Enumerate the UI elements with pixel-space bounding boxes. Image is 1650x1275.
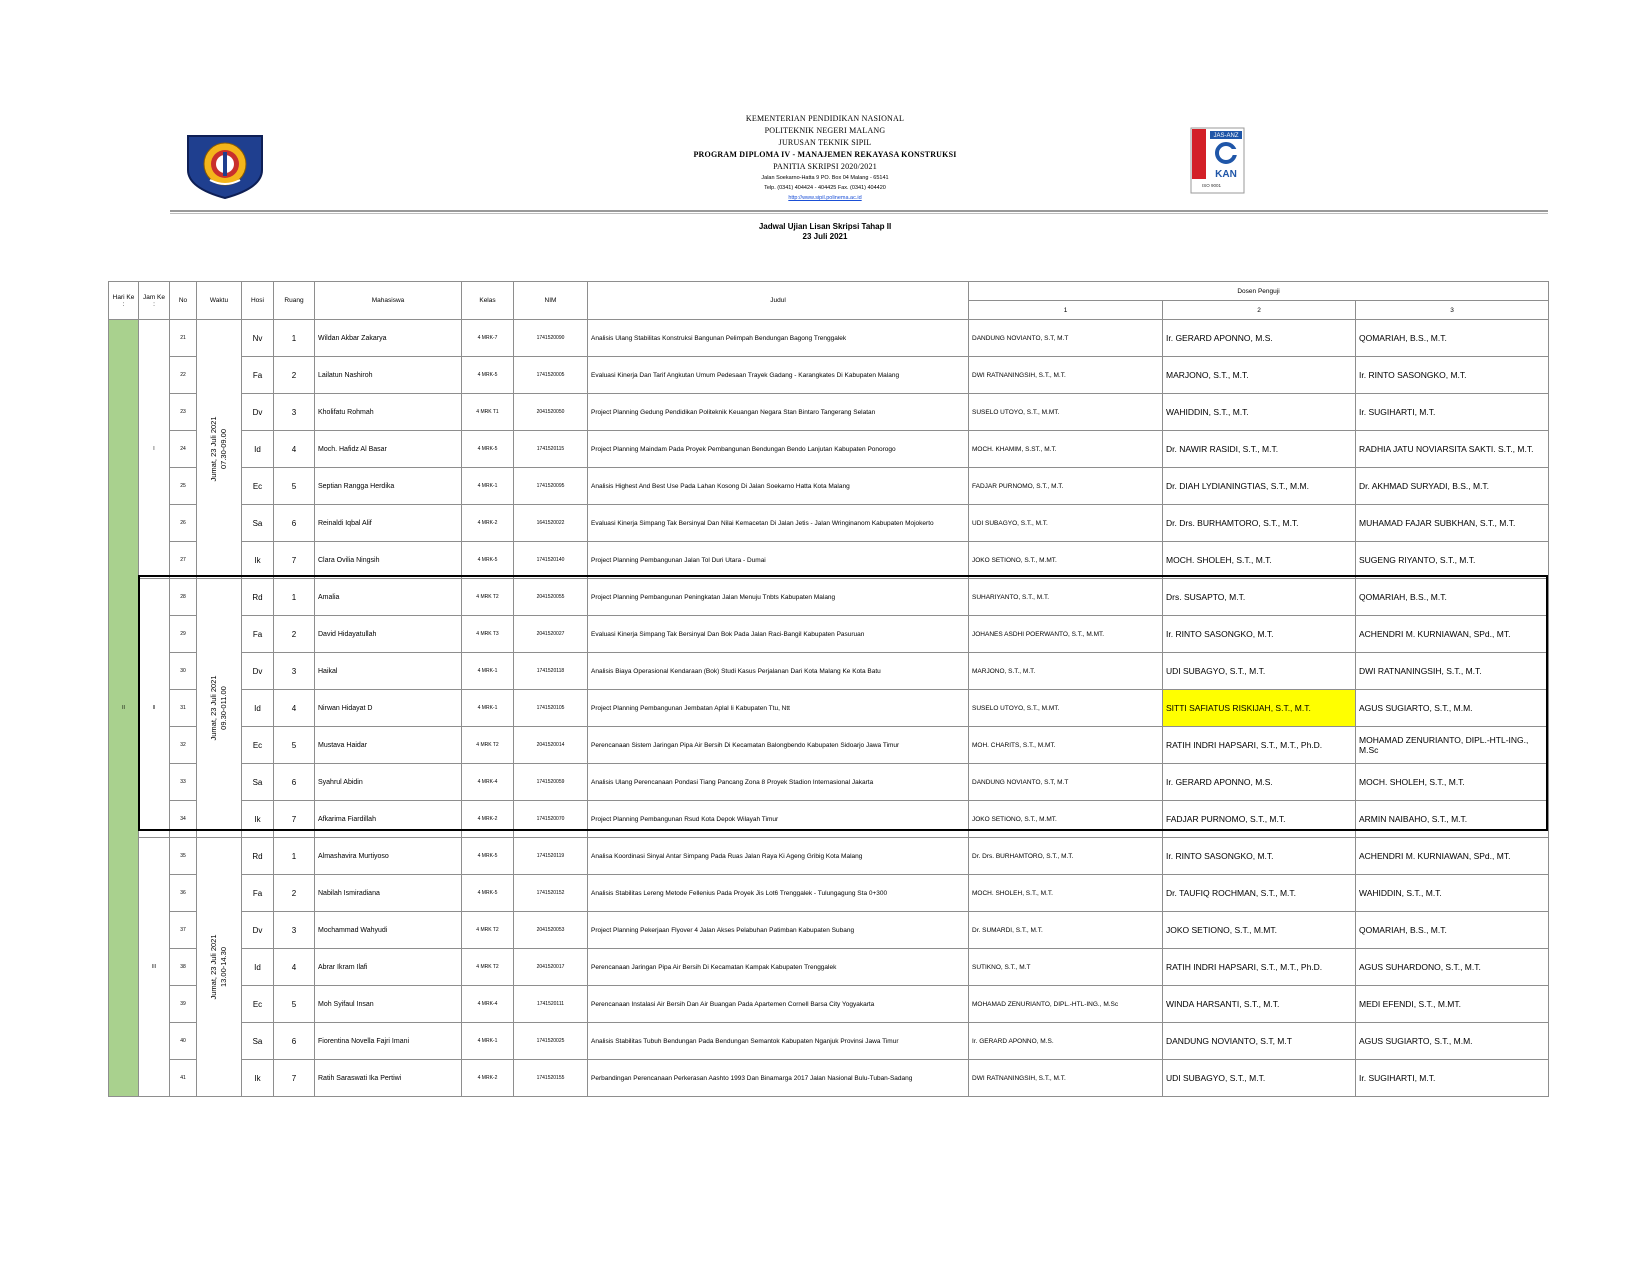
waktu-text — [209, 416, 229, 481]
thesis-title-cell: Analisa Koordinasi Sinyal Antar Simpang Pada Ruas Jalan Raya Ki Ageng Gribig Kota Malang — [588, 838, 969, 875]
kelas-cell: 4 MRK T1 — [462, 394, 514, 431]
header-row — [109, 282, 1549, 301]
examiner-1-cell: Ir. GERARD APONNO, M.S. — [969, 1023, 1163, 1060]
student-name-cell: Nabilah Ismiradiana — [315, 875, 462, 912]
examiner-1-cell: DANDUNG NOVIANTO, S.T, M.T — [969, 764, 1163, 801]
examiner-3-cell: RADHIA JATU NOVIARSITA SAKTI. S.T., M.T. — [1356, 431, 1549, 468]
thesis-title-cell: Evaluasi Kinerja Simpang Tak Bersinyal Dan Bok Pada Jalan Raci-Bangil Kabupaten Pasuruan — [588, 616, 969, 653]
examiner-1-cell: JOKO SETIONO, S.T., M.MT. — [969, 542, 1163, 579]
thesis-title-cell: Perencanaan Jaringan Pipa Air Bersih Di Kecamatan Kampak Kabupaten Trenggalek — [588, 949, 969, 986]
hosi-cell: Sa — [242, 764, 274, 801]
nim-cell: 1741520140 — [514, 542, 588, 579]
thesis-title-cell: Perbandingan Perencanaan Perkerasan Aashto 1993 Dan Binamarga 2017 Jalan Nasional Bulu-Tuban-Sadang — [588, 1060, 969, 1097]
col-header-dosen-1: 1 — [969, 301, 1163, 320]
schedule-title-line-1: Jadwal Ujian Lisan Skripsi Tahap II — [758, 222, 892, 231]
no-cell: 24 — [170, 431, 197, 468]
kelas-cell: 4 MRK T2 — [462, 727, 514, 764]
examiner-1-cell: Dr. SUMARDI, S.T., M.T. — [969, 912, 1163, 949]
ruang-cell: 6 — [274, 505, 315, 542]
examiner-1-cell: Dr. Drs. BURHAMTORO, S.T., M.T. — [969, 838, 1163, 875]
examiner-2-cell: UDI SUBAGYO, S.T., M.T. — [1163, 1060, 1356, 1097]
table-row — [109, 616, 1549, 653]
hari-cell: II — [109, 320, 139, 1097]
student-name-cell: Haikal — [315, 653, 462, 690]
table-row — [109, 431, 1549, 468]
ruang-cell: 5 — [274, 986, 315, 1023]
examiner-3-cell: SUGENG RIYANTO, S.T., M.T. — [1356, 542, 1549, 579]
examiner-2-cell: UDI SUBAGYO, S.T., M.T. — [1163, 653, 1356, 690]
hosi-cell: Id — [242, 690, 274, 727]
hosi-cell: Sa — [242, 505, 274, 542]
col-header-ruang: Ruang — [274, 282, 315, 320]
schedule-title-date: 23 Juli 2021 — [802, 232, 848, 241]
hosi-cell: Ec — [242, 727, 274, 764]
no-cell: 28 — [170, 579, 197, 616]
student-name-cell: Septian Rangga Herdika — [315, 468, 462, 505]
kelas-cell: 4 MRK-1 — [462, 1023, 514, 1060]
no-cell: 33 — [170, 764, 197, 801]
waktu-time: 13.00-14.30 — [219, 946, 228, 988]
examiner-1-cell: MOH. CHARITS, S.T., M.MT. — [969, 727, 1163, 764]
waktu-date: Jumat, 23 Juli 2021 — [209, 416, 218, 482]
col-header-judul: Judul — [588, 282, 969, 320]
examiner-1-cell: SUHARIYANTO, S.T., M.T. — [969, 579, 1163, 616]
hosi-cell: Fa — [242, 616, 274, 653]
examiner-3-cell: Dr. AKHMAD SURYADI, B.S., M.T. — [1356, 468, 1549, 505]
no-cell: 29 — [170, 616, 197, 653]
examiner-3-cell: ARMIN NAIBAHO, S.T., M.T. — [1356, 801, 1549, 838]
jam-cell: III — [139, 838, 170, 1097]
header-line-2: POLITEKNIK NEGERI MALANG — [764, 126, 886, 135]
no-cell: 38 — [170, 949, 197, 986]
hosi-cell: Rd — [242, 579, 274, 616]
table-row — [109, 653, 1549, 690]
examiner-1-cell: JOHANES ASDHI POERWANTO, S.T., M.MT. — [969, 616, 1163, 653]
waktu-time: 09.30-011.00 — [219, 686, 228, 730]
kelas-cell: 4 MRK T3 — [462, 616, 514, 653]
no-cell: 35 — [170, 838, 197, 875]
nim-cell: 2041520027 — [514, 616, 588, 653]
examiner-1-cell: MOCH. KHAMIM, S.ST., M.T. — [969, 431, 1163, 468]
examiner-3-cell: QOMARIAH, B.S., M.T. — [1356, 912, 1549, 949]
student-name-cell: Abrar Ikram Ilafi — [315, 949, 462, 986]
kelas-cell: 4 MRK T2 — [462, 912, 514, 949]
ruang-cell: 7 — [274, 801, 315, 838]
examiner-3-cell: MEDI EFENDI, S.T., M.MT. — [1356, 986, 1549, 1023]
examiner-1-cell: MARJONO, S.T., M.T. — [969, 653, 1163, 690]
kelas-cell: 4 MRK-2 — [462, 1060, 514, 1097]
thesis-title-cell: Project Planning Pembangunan Peningkatan Jalan Menuju Tnbts Kabupaten Malang — [588, 579, 969, 616]
examiner-2-cell: Dr. TAUFIQ ROCHMAN, S.T., M.T. — [1163, 875, 1356, 912]
examiner-2-cell: Dr. NAWIR RASIDI, S.T., M.T. — [1163, 431, 1356, 468]
examiner-2-cell: Ir. GERARD APONNO, M.S. — [1163, 320, 1356, 357]
student-name-cell: Moch. Hafidz Al Basar — [315, 431, 462, 468]
student-name-cell: David Hidayatullah — [315, 616, 462, 653]
table-row — [109, 394, 1549, 431]
col-header-hari: Hari Ke : — [109, 282, 139, 320]
header-divider-thin — [170, 213, 1548, 214]
examiner-1-cell: MOCH. SHOLEH, S.T., M.T. — [969, 875, 1163, 912]
col-header-nim: NIM — [514, 282, 588, 320]
no-cell: 27 — [170, 542, 197, 579]
table-row — [109, 912, 1549, 949]
hosi-cell: Dv — [242, 653, 274, 690]
hosi-cell: Ik — [242, 1060, 274, 1097]
nim-cell: 1741520005 — [514, 357, 588, 394]
no-cell: 21 — [170, 320, 197, 357]
examiner-2-cell: FADJAR PURNOMO, S.T., M.T. — [1163, 801, 1356, 838]
student-name-cell: Almashavira Murtiyoso — [315, 838, 462, 875]
kelas-cell: 4 MRK T2 — [462, 949, 514, 986]
examiner-1-cell: SUSELO UTOYO, S.T., M.MT. — [969, 394, 1163, 431]
ruang-cell: 2 — [274, 616, 315, 653]
col-header-dosen-3: 3 — [1356, 301, 1549, 320]
header-line-1: KEMENTERIAN PENDIDIKAN NASIONAL — [745, 114, 905, 123]
hosi-cell: Ik — [242, 801, 274, 838]
thesis-title-cell: Project Planning Maindam Pada Proyek Pembangunan Bendungan Bendo Lanjutan Kabupaten Ponorogo — [588, 431, 969, 468]
thesis-title-cell: Project Planning Pembangunan Jalan Tol Duri Utara - Dumai — [588, 542, 969, 579]
nim-cell: 2041520053 — [514, 912, 588, 949]
col-header-dosen: Dosen Penguji — [969, 282, 1549, 301]
ruang-cell: 4 — [274, 690, 315, 727]
examiner-3-cell: Ir. SUGIHARTI, M.T. — [1356, 1060, 1549, 1097]
hosi-cell: Ik — [242, 542, 274, 579]
ruang-cell: 5 — [274, 727, 315, 764]
hosi-cell: Fa — [242, 357, 274, 394]
header-phone: Telp. (0341) 404424 - 404425 Fax. (0341) 404420 — [764, 185, 886, 191]
examiner-3-cell: DWI RATNANINGSIH, S.T., M.T. — [1356, 653, 1549, 690]
examiner-3-cell: ACHENDRI M. KURNIAWAN, SPd., MT. — [1356, 616, 1549, 653]
thesis-title-cell: Project Planning Pembangunan Rsud Kota Depok Wilayah Timur — [588, 801, 969, 838]
no-cell: 39 — [170, 986, 197, 1023]
examiner-3-cell: AGUS SUHARDONO, S.T., M.T. — [1356, 949, 1549, 986]
nim-cell: 1741520095 — [514, 468, 588, 505]
examiner-1-cell: SUSELO UTOYO, S.T., M.MT. — [969, 690, 1163, 727]
examiner-2-cell: MARJONO, S.T., M.T. — [1163, 357, 1356, 394]
examiner-2-cell: Ir. RINTO SASONGKO, M.T. — [1163, 616, 1356, 653]
examiner-3-cell: WAHIDDIN, S.T., M.T. — [1356, 875, 1549, 912]
header-url-link[interactable]: http://www.sipil.polinema.ac.id — [788, 195, 862, 201]
table-row — [109, 949, 1549, 986]
ruang-cell: 4 — [274, 431, 315, 468]
no-cell: 40 — [170, 1023, 197, 1060]
examiner-2-cell: WAHIDDIN, S.T., M.T. — [1163, 394, 1356, 431]
table-row — [109, 579, 1549, 616]
student-name-cell: Syahrul Abidin — [315, 764, 462, 801]
examiner-3-cell: ACHENDRI M. KURNIAWAN, SPd., MT. — [1356, 838, 1549, 875]
thesis-title-cell: Evaluasi Kinerja Simpang Tak Bersinyal Dan Nilai Kemacetan Di Jalan Jetis - Jalan Wringinanom Kabupaten Mojokerto — [588, 505, 969, 542]
waktu-cell — [197, 320, 242, 579]
waktu-text — [209, 934, 229, 999]
kelas-cell: 4 MRK-5 — [462, 357, 514, 394]
nim-cell: 1741520155 — [514, 1060, 588, 1097]
kelas-cell: 4 MRK-5 — [462, 875, 514, 912]
examiner-1-cell: DWI RATNANINGSIH, S.T., M.T. — [969, 1060, 1163, 1097]
examiner-2-cell: JOKO SETIONO, S.T., M.MT. — [1163, 912, 1356, 949]
examiner-2-cell: Ir. RINTO SASONGKO, M.T. — [1163, 838, 1356, 875]
examiner-3-cell: Ir. RINTO SASONGKO, M.T. — [1356, 357, 1549, 394]
waktu-cell — [197, 579, 242, 838]
table-row — [109, 542, 1549, 579]
nim-cell: 2041520017 — [514, 949, 588, 986]
col-header-kelas: Kelas — [462, 282, 514, 320]
nim-cell: 2041520014 — [514, 727, 588, 764]
hosi-cell: Fa — [242, 875, 274, 912]
header-divider — [170, 210, 1548, 212]
hosi-cell: Ec — [242, 986, 274, 1023]
waktu-cell — [197, 838, 242, 1097]
waktu-date: Jumat, 23 Juli 2021 — [209, 675, 218, 741]
examiner-2-cell: Drs. SUSAPTO, M.T. — [1163, 579, 1356, 616]
ruang-cell: 7 — [274, 542, 315, 579]
hosi-cell: Dv — [242, 912, 274, 949]
examiner-2-cell: Dr. DIAH LYDIANINGTIAS, S.T., M.M. — [1163, 468, 1356, 505]
examiner-3-cell: Ir. SUGIHARTI, M.T. — [1356, 394, 1549, 431]
thesis-title-cell: Project Planning Pembangunan Jembatan Aplal Ii Kabupaten Ttu, Ntt — [588, 690, 969, 727]
kelas-cell: 4 MRK-1 — [462, 468, 514, 505]
kelas-cell: 4 MRK T2 — [462, 579, 514, 616]
cert-iso-text: ISO 9001 — [1202, 183, 1222, 188]
examiner-2-cell: MOCH. SHOLEH, S.T., M.T. — [1163, 542, 1356, 579]
col-header-mahasiswa: Mahasiswa — [315, 282, 462, 320]
examiner-3-cell: MOCH. SHOLEH, S.T., M.T. — [1356, 764, 1549, 801]
table-row — [109, 468, 1549, 505]
cert-kan-text: KAN — [1215, 169, 1237, 180]
student-name-cell: Lailatun Nashiroh — [315, 357, 462, 394]
col-header-no: No — [170, 282, 197, 320]
jam-cell: I — [139, 320, 170, 579]
ruang-cell: 6 — [274, 764, 315, 801]
col-header-waktu: Waktu — [197, 282, 242, 320]
student-name-cell: Clara Ovilia Ningsih — [315, 542, 462, 579]
nim-cell: 1741520118 — [514, 653, 588, 690]
hosi-cell: Ec — [242, 468, 274, 505]
hosi-cell: Id — [242, 949, 274, 986]
examiner-2-cell: Dr. Drs. BURHAMTORO, S.T., M.T. — [1163, 505, 1356, 542]
no-cell: 37 — [170, 912, 197, 949]
nim-cell: 1741520025 — [514, 1023, 588, 1060]
ruang-cell: 6 — [274, 1023, 315, 1060]
examiner-3-cell: QOMARIAH, B.S., M.T. — [1356, 579, 1549, 616]
examiner-1-cell: DWI RATNANINGSIH, S.T., M.T. — [969, 357, 1163, 394]
thesis-title-cell: Perencanaan Instalasi Air Bersih Dan Air Buangan Pada Apartemen Cornell Barsa City Yogyakarta — [588, 986, 969, 1023]
table-row — [109, 764, 1549, 801]
table-row — [109, 1060, 1549, 1097]
hosi-cell: Dv — [242, 394, 274, 431]
nim-cell: 1741520152 — [514, 875, 588, 912]
header-line-3: JURUSAN TEKNIK SIPIL — [778, 138, 872, 147]
nim-cell: 1741520090 — [514, 320, 588, 357]
student-name-cell: Nirwan Hidayat D — [315, 690, 462, 727]
examiner-1-cell: JOKO SETIONO, S.T., M.MT. — [969, 801, 1163, 838]
ruang-cell: 1 — [274, 579, 315, 616]
examiner-3-cell: MUHAMAD FAJAR SUBKHAN, S.T., M.T. — [1356, 505, 1549, 542]
student-name-cell: Amalia — [315, 579, 462, 616]
table-row — [109, 986, 1549, 1023]
student-name-cell: Kholifatu Rohmah — [315, 394, 462, 431]
header-line-5: PANITIA SKRIPSI 2020/2021 — [773, 162, 877, 171]
thesis-title-cell: Project Planning Pekerjaan Flyover 4 Jalan Akses Pelabuhan Patimban Kabupaten Subang — [588, 912, 969, 949]
col-header-dosen-2: 2 — [1163, 301, 1356, 320]
examiner-2-cell: WINDA HARSANTI, S.T., M.T. — [1163, 986, 1356, 1023]
col-header-jam: Jam Ke : — [139, 282, 170, 320]
nim-cell: 1741520070 — [514, 801, 588, 838]
waktu-time: 07.30-09.00 — [219, 428, 228, 470]
examiner-1-cell: UDI SUBAGYO, S.T., M.T. — [969, 505, 1163, 542]
nim-cell: 2041520055 — [514, 579, 588, 616]
examiner-1-cell: MOHAMAD ZENURIANTO, DIPL.-HTL-ING., M.Sc — [969, 986, 1163, 1023]
examiner-2-cell: SITTI SAFIATUS RISKIJAH, S.T., M.T. — [1163, 690, 1356, 727]
kelas-cell: 4 MRK-4 — [462, 986, 514, 1023]
thesis-title-cell: Project Planning Gedung Pendidikan Politeknik Keuangan Negara Stan Bintaro Tangerang Selatan — [588, 394, 969, 431]
hosi-cell: Sa — [242, 1023, 274, 1060]
thesis-title-cell: Analisis Stabilitas Tubuh Bendungan Pada Bendungan Semantok Kabupaten Nganjuk Provinsi Jawa Timur — [588, 1023, 969, 1060]
ruang-cell: 2 — [274, 875, 315, 912]
no-cell: 25 — [170, 468, 197, 505]
student-name-cell: Mustava Haidar — [315, 727, 462, 764]
examiner-2-cell: RATIH INDRI HAPSARI, S.T., M.T., Ph.D. — [1163, 727, 1356, 764]
examiner-3-cell: MOHAMAD ZENURIANTO, DIPL.-HTL-ING., M.Sc — [1356, 727, 1549, 764]
student-name-cell: Afkarima Fiardillah — [315, 801, 462, 838]
thesis-title-cell: Analisis Ulang Perencanaan Pondasi Tiang Pancang Zona 8 Proyek Stadion Internasional Jakarta — [588, 764, 969, 801]
student-name-cell: Wildan Akbar Zakarya — [315, 320, 462, 357]
no-cell: 30 — [170, 653, 197, 690]
thesis-title-cell: Perencanaan Sistem Jaringan Pipa Air Bersih Di Kecamatan Balongbendo Kabupaten Sidoarjo Jawa Timur — [588, 727, 969, 764]
table-row — [109, 1023, 1549, 1060]
hosi-cell: Id — [242, 431, 274, 468]
ruang-cell: 7 — [274, 1060, 315, 1097]
no-cell: 41 — [170, 1060, 197, 1097]
letterhead — [0, 113, 1650, 203]
ruang-cell: 4 — [274, 949, 315, 986]
no-cell: 31 — [170, 690, 197, 727]
examiner-1-cell: DANDUNG NOVIANTO, S.T, M.T — [969, 320, 1163, 357]
student-name-cell: Moh Syifaul Insan — [315, 986, 462, 1023]
kelas-cell: 4 MRK-4 — [462, 764, 514, 801]
ruang-cell: 3 — [274, 912, 315, 949]
no-cell: 32 — [170, 727, 197, 764]
thesis-title-cell: Analisis Highest And Best Use Pada Lahan Kosong Di Jalan Soekarno Hatta Kota Malang — [588, 468, 969, 505]
kelas-cell: 4 MRK-5 — [462, 542, 514, 579]
table-row — [109, 505, 1549, 542]
examiner-2-cell: DANDUNG NOVIANTO, S.T, M.T — [1163, 1023, 1356, 1060]
examiner-2-cell: Ir. GERARD APONNO, M.S. — [1163, 764, 1356, 801]
no-cell: 26 — [170, 505, 197, 542]
thesis-title-cell: Analisis Biaya Operasional Kendaraan (Bok) Studi Kasus Perjalanan Dari Kota Malang Ke Kota Batu — [588, 653, 969, 690]
ruang-cell: 3 — [274, 653, 315, 690]
ruang-cell: 3 — [274, 394, 315, 431]
kelas-cell: 4 MRK-7 — [462, 320, 514, 357]
table-row — [109, 875, 1549, 912]
nim-cell: 1741520059 — [514, 764, 588, 801]
waktu-text — [209, 675, 229, 740]
table-row — [109, 320, 1549, 357]
ruang-cell: 5 — [274, 468, 315, 505]
jam-cell: II — [139, 579, 170, 838]
thesis-title-cell: Analisis Ulang Stabilitas Konstruksi Bangunan Pelimpah Bendungan Bagong Trenggalek — [588, 320, 969, 357]
examiner-3-cell: AGUS SUGIARTO, S.T., M.M. — [1356, 1023, 1549, 1060]
student-name-cell: Reinaldi Iqbal Alif — [315, 505, 462, 542]
student-name-cell: Fiorentina Novella Fajri Imani — [315, 1023, 462, 1060]
student-name-cell: Ratih Saraswati Ika Pertiwi — [315, 1060, 462, 1097]
header-address: Jalan Soekarno-Hatta 9 PO. Box 04 Malang - 65141 — [761, 175, 889, 181]
table-row — [109, 801, 1549, 838]
nim-cell: 1741520111 — [514, 986, 588, 1023]
nim-cell: 1741520119 — [514, 838, 588, 875]
examiner-1-cell: FADJAR PURNOMO, S.T., M.T. — [969, 468, 1163, 505]
waktu-date: Jumat, 23 Juli 2021 — [209, 934, 218, 1000]
table-row — [109, 727, 1549, 764]
no-cell: 34 — [170, 801, 197, 838]
ruang-cell: 1 — [274, 320, 315, 357]
table-row — [109, 690, 1549, 727]
ruang-cell: 1 — [274, 838, 315, 875]
kelas-cell: 4 MRK-2 — [462, 505, 514, 542]
examiner-3-cell: AGUS SUGIARTO, S.T., M.M. — [1356, 690, 1549, 727]
student-name-cell: Mochammad Wahyudi — [315, 912, 462, 949]
nim-cell: 1741520105 — [514, 690, 588, 727]
exam-schedule-table — [108, 281, 1549, 1097]
schedule-title — [0, 222, 1650, 242]
nim-cell: 1641520022 — [514, 505, 588, 542]
thesis-title-cell: Evaluasi Kinerja Dan Tarif Angkutan Umum Pedesaan Trayek Gadang - Karangkates Di Kabupaten Malang — [588, 357, 969, 394]
hosi-cell: Nv — [242, 320, 274, 357]
thesis-title-cell: Analisis Stabilitas Lereng Metode Fellenius Pada Proyek Jis Lot6 Trenggalek - Tulungagung Sta 0+300 — [588, 875, 969, 912]
kelas-cell: 4 MRK-2 — [462, 801, 514, 838]
ruang-cell: 2 — [274, 357, 315, 394]
no-cell: 22 — [170, 357, 197, 394]
examiner-3-cell: QOMARIAH, B.S., M.T. — [1356, 320, 1549, 357]
col-header-hosi: Hosi — [242, 282, 274, 320]
hosi-cell: Rd — [242, 838, 274, 875]
nim-cell: 2041520050 — [514, 394, 588, 431]
table-row — [109, 838, 1549, 875]
examiner-2-cell: RATIH INDRI HAPSARI, S.T., M.T., Ph.D. — [1163, 949, 1356, 986]
no-cell: 36 — [170, 875, 197, 912]
kelas-cell: 4 MRK-1 — [462, 690, 514, 727]
nim-cell: 1741520115 — [514, 431, 588, 468]
table-row — [109, 357, 1549, 394]
kelas-cell: 4 MRK-5 — [462, 431, 514, 468]
no-cell: 23 — [170, 394, 197, 431]
kelas-cell: 4 MRK-5 — [462, 838, 514, 875]
header-line-4: PROGRAM DIPLOMA IV - MANAJEMEN REKAYASA KONSTRUKSI — [693, 150, 957, 159]
examiner-1-cell: SUTIKNO, S.T., M.T — [969, 949, 1163, 986]
cert-top-text: JAS-ANZ — [1213, 133, 1239, 139]
kelas-cell: 4 MRK-1 — [462, 653, 514, 690]
